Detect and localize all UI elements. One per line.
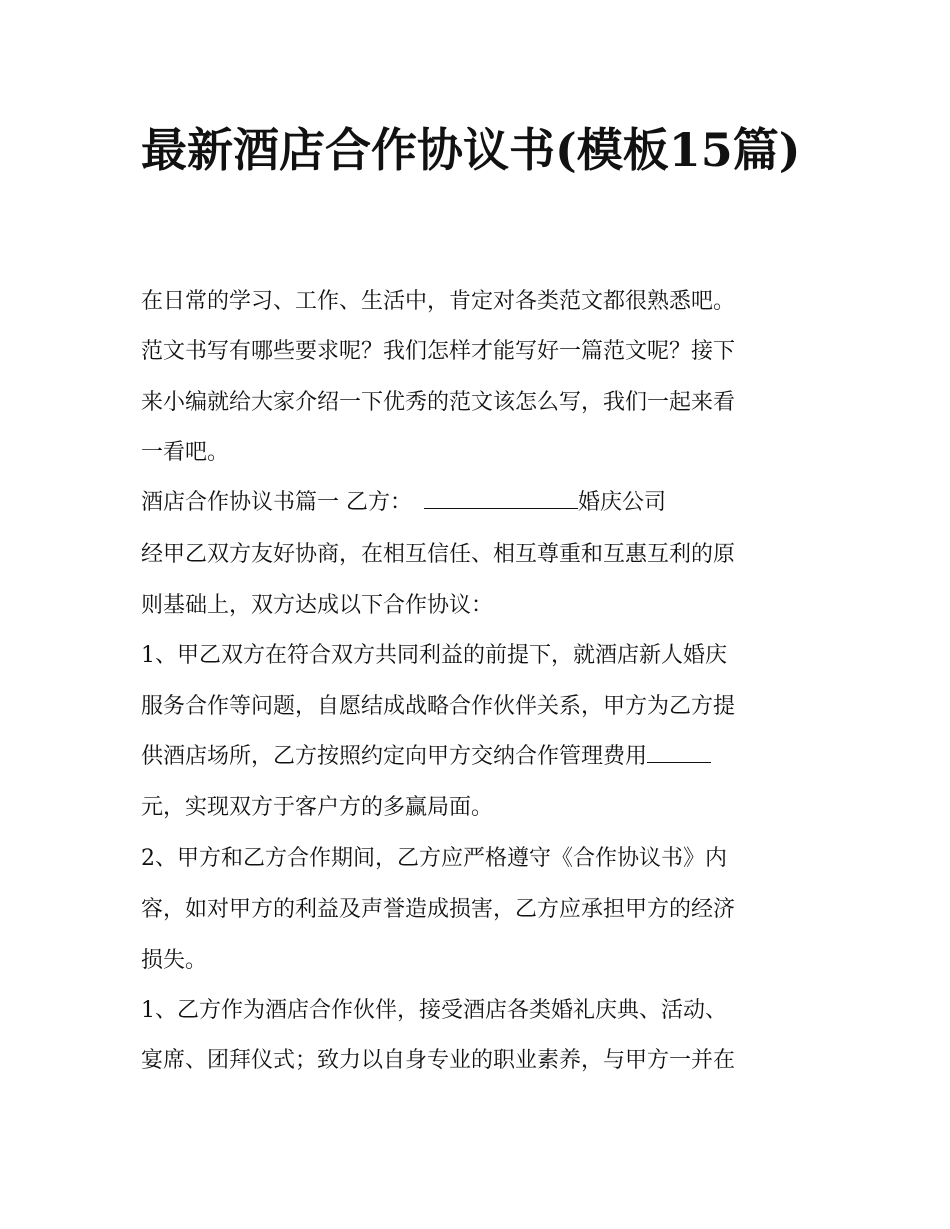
clause-b1-line-1: 1、乙方作为酒店合作伙伴，接受酒店各类婚礼庆典、活动、: [141, 998, 727, 1023]
intro-line-2: 范文书写有哪些要求呢？我们怎样才能写好一篇范文呢？接下: [141, 339, 736, 364]
intro-line-3: 来小编就给大家介绍一下优秀的范文该怎么写，我们一起来看: [141, 390, 736, 415]
section-heading-prefix: 酒店合作协议书篇一 乙方：: [141, 490, 412, 515]
intro-line-4: 一看吧。: [141, 440, 230, 465]
intro-line-1: 在日常的学习、工作、生活中，肯定对各类范文都很熟悉吧。: [141, 289, 736, 314]
section-heading: [141, 488, 666, 518]
clause-a2-line-3: 损失。: [141, 948, 208, 973]
clause-a2-line-1: 2、甲方和乙方合作期间，乙方应严格遵守《合作协议书》内: [141, 846, 727, 871]
clause-a2-line-2: 容，如对甲方的利益及声誉造成损害，乙方应承担甲方的经济: [141, 897, 736, 922]
clause-a1-line-4: 元，实现双方于客户方的多赢局面。: [141, 795, 494, 820]
clause-a1-line-2: 服务合作等问题，自愿结成战略合作伙伴关系，甲方为乙方提: [141, 694, 736, 719]
party-b-name-blank: [424, 488, 578, 509]
clause-b1-line-2: 宴席、团拜仪式；致力以自身专业的职业素养，与甲方一并在: [141, 1048, 736, 1073]
clause-a1-line-3-text: 供酒店场所，乙方按照约定向甲方交纳合作管理费用: [141, 744, 648, 769]
preamble-line-2: 则基础上，双方达成以下合作协议：: [141, 593, 494, 618]
document-title: 最新酒店合作协议书(模板15篇): [141, 123, 801, 177]
preamble-line-1: 经甲乙双方友好协商，在相互信任、相互尊重和互惠互利的原: [141, 542, 736, 567]
section-heading-suffix: 婚庆公司: [578, 490, 667, 515]
management-fee-blank: [647, 742, 711, 763]
clause-a1-line-3: [141, 742, 711, 772]
clause-a1-line-1: 1、甲乙双方在符合双方共同利益的前提下，就酒店新人婚庆: [141, 643, 727, 668]
